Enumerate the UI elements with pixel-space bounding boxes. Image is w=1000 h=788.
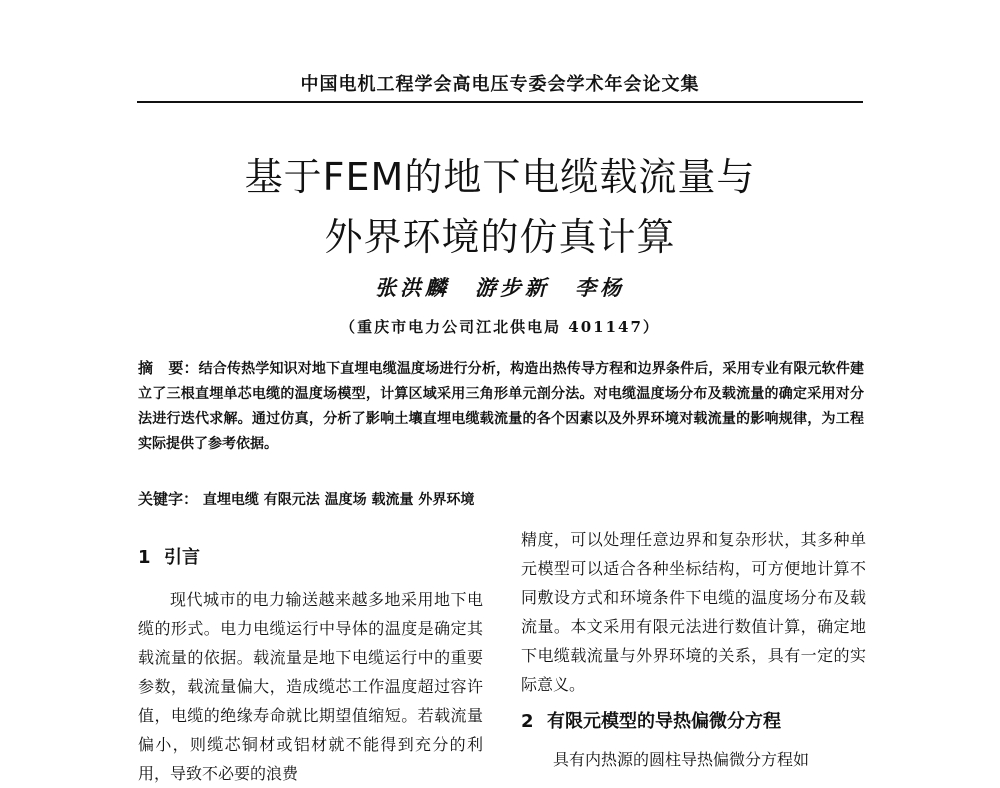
section-2-title: 有限元模型的导热偏微分方程 [547, 711, 781, 732]
keywords-label: 关键字： [138, 490, 199, 508]
section-2-number: 2 [521, 711, 534, 732]
section-2-heading [521, 707, 866, 737]
section-1-heading [138, 543, 483, 573]
section-1-paragraph: 现代城市的电力输送越来越多地采用地下电缆的形式。电力电缆运行中导体的温度是确定其载流量的依据。载流量是地下电缆运行中的重要参数，载流量偏大，造成缆芯工作温度超过容许值，电缆的绝缘寿命就比期望值缩短。若载流量偏小，则缆芯铜材或铝材就不能得到充分的利用，导致不必要的浪费 [138, 590, 483, 783]
right-column [521, 525, 866, 774]
section-2-paragraph: 具有内热源的圆柱导热偏微分方程如 [553, 750, 810, 769]
keywords [138, 488, 864, 509]
keywords-text: 直埋电缆 有限元法 温度场 载流量 外界环境 [202, 492, 475, 508]
right-column-paragraph: 精度，可以处理任意边界和复杂形状，其多种单元模型可以适合各种坐标结构，可方便地计算不同敷设方式和环境条件下电缆的温度场分布及载流量。本文采用有限元法进行数值计算，确定地下电缆载流量与外界环境的关系，具有一定的实际意义。 [521, 530, 866, 694]
abstract-text: 结合传热学知识对地下直埋电缆温度场进行分析，构造出热传导方程和边界条件后，采用专业有限元软件建立了三根直埋单芯电缆的温度场模型，计算区域采用三角形单元剖分法。对电缆温度场分布及载流量的确定采用对分法进行迭代求解。通过仿真，分析了影响土壤直埋电缆载流量的各个因素以及外界环境对载流量的影响规律，为工程实际提供了参考依据。 [138, 361, 864, 452]
title-line-1: 基于FEM的地下电缆载流量与 [244, 155, 756, 199]
section-1-number: 1 [138, 547, 151, 568]
abstract [138, 356, 864, 457]
abstract-label: 摘 要： [138, 359, 199, 377]
journal-header: 中国电机工程学会高电压专委会学术年会论文集 [300, 74, 700, 95]
section-1-title: 引言 [164, 547, 200, 568]
left-column [138, 543, 483, 788]
affiliation: （重庆市电力公司江北供电局 401147） [340, 318, 660, 336]
header-rule [137, 101, 863, 103]
title-line-2: 外界环境的仿真计算 [324, 215, 676, 259]
authors: 张洪麟 游步新 李杨 [375, 275, 625, 300]
